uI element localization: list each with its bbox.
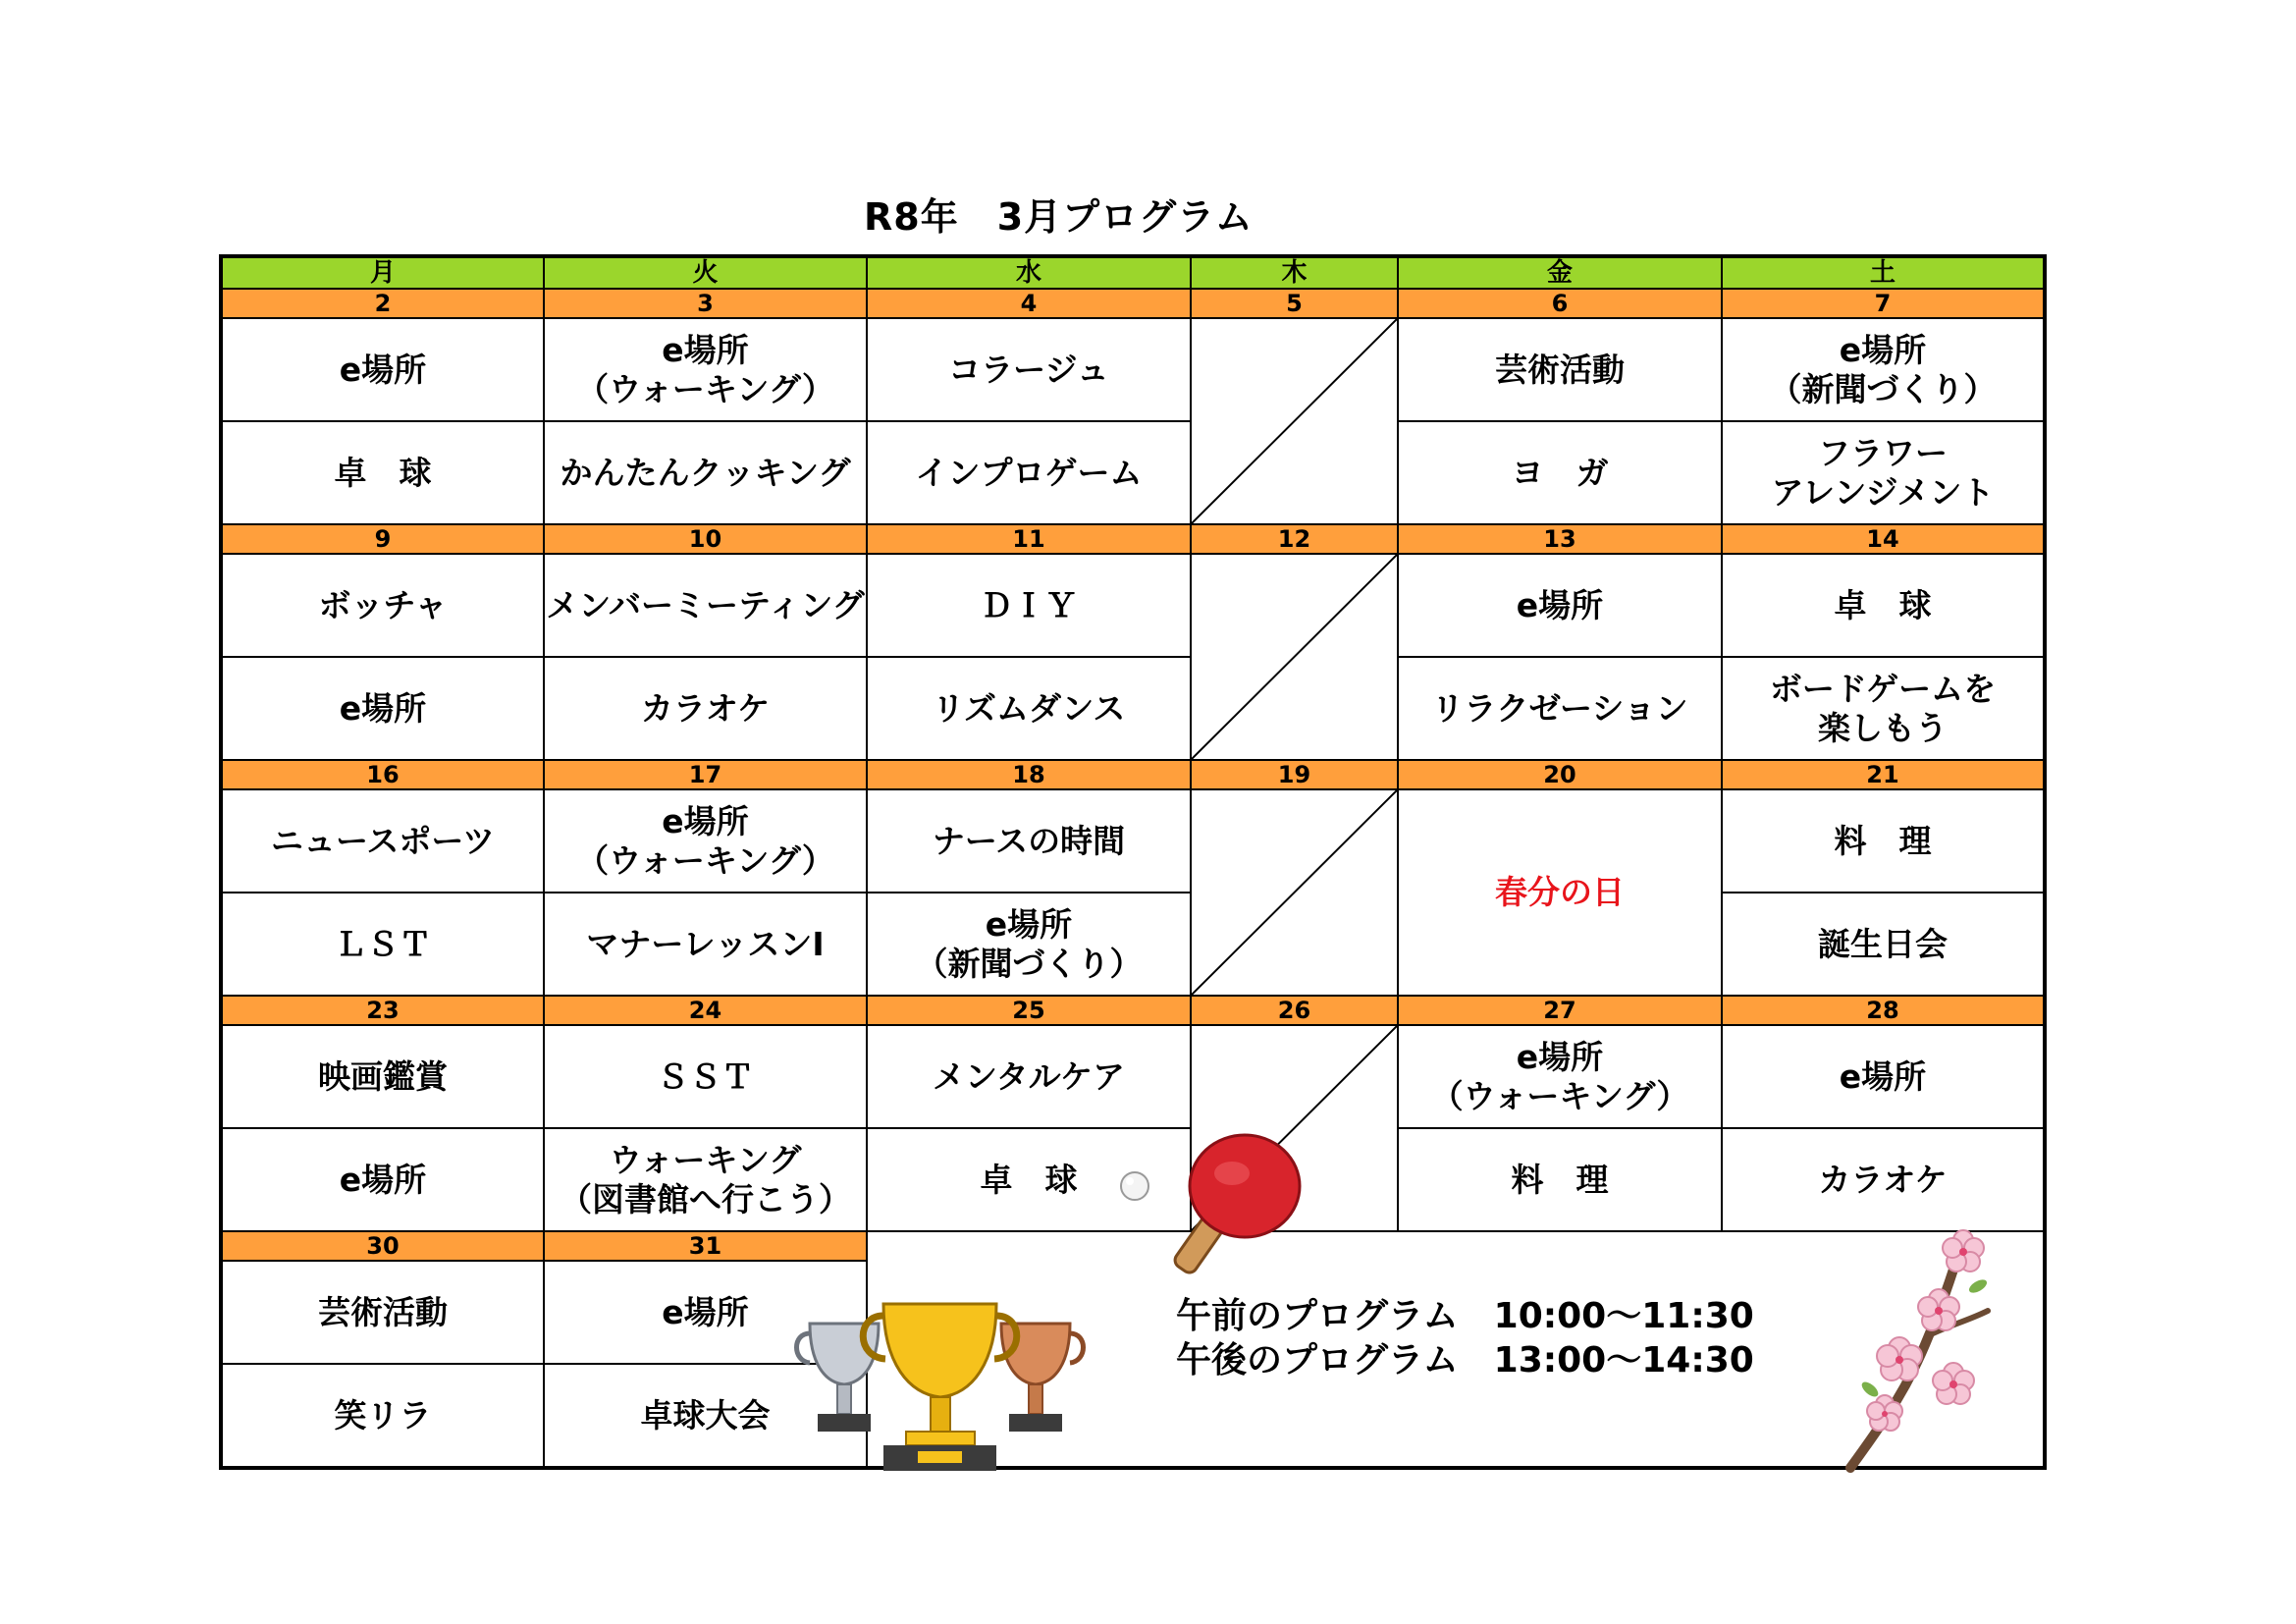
activity-cell: リズムダンス [867,657,1191,760]
holiday-cell: 春分の日 [1398,789,1722,996]
closed-day-cell [1191,318,1398,524]
activity-cell: ＳＳＴ [544,1025,867,1128]
date-cell: 26 [1191,996,1398,1025]
weekday-mon: 月 [221,256,544,289]
am-activity-row [221,789,2045,893]
date-cell: 19 [1191,760,1398,789]
activity-cell: e場所 （新聞づくり） [867,893,1191,996]
activity-cell: コラージュ [867,318,1191,421]
activity-cell: メンタルケア [867,1025,1191,1128]
date-cell: 6 [1398,289,1722,318]
am-activity-row [221,318,2045,421]
date-cell: 17 [544,760,867,789]
activity-cell: カラオケ [1722,1128,2045,1231]
date-row [221,289,2045,318]
activity-cell: カラオケ [544,657,867,760]
weekday-tue: 火 [544,256,867,289]
closed-day-cell [1191,554,1398,760]
activity-cell: フラワー アレンジメント [1722,421,2045,524]
activity-cell: ＬＳＴ [221,893,544,996]
date-cell: 7 [1722,289,2045,318]
trophies-icon [790,1294,1090,1479]
date-cell: 14 [1722,524,2045,554]
date-cell: 25 [867,996,1191,1025]
diagonal-line-icon [1192,319,1397,523]
weekday-header-row [221,256,2045,289]
date-cell: 11 [867,524,1191,554]
pm-activity-row [221,421,2045,524]
weekday-thu: 木 [1191,256,1398,289]
activity-cell: e場所 （ウォーキング） [1398,1025,1722,1128]
activity-cell: 芸術活動 [1398,318,1722,421]
activity-cell: e場所 [544,1261,867,1364]
weekday-sat: 土 [1722,256,2045,289]
date-cell: 30 [221,1231,544,1261]
activity-cell: ヨ ガ [1398,421,1722,524]
activity-cell: 卓 球 [221,421,544,524]
activity-cell: インプロゲーム [867,421,1191,524]
date-cell: 2 [221,289,544,318]
weekday-wed: 水 [867,256,1191,289]
ping-pong-paddle-icon [1139,1129,1310,1281]
page-title: R8年 3月プログラム [864,195,1254,239]
date-cell: 27 [1398,996,1722,1025]
pm-activity-row [221,893,2045,996]
am-activity-row [221,1025,2045,1128]
date-cell: 31 [544,1231,867,1261]
activity-cell: かんたんクッキング [544,421,867,524]
date-cell: 3 [544,289,867,318]
activity-cell: ニュースポーツ [221,789,544,893]
activity-cell: e場所 [221,657,544,760]
weekday-fri: 金 [1398,256,1722,289]
activity-cell: e場所 [221,318,544,421]
date-cell: 21 [1722,760,2045,789]
diagonal-line-icon [1192,790,1397,995]
pm-activity-row [221,657,2045,760]
activity-cell: ＤＩＹ [867,554,1191,657]
activity-cell: ウォーキング （図書館へ行こう） [544,1128,867,1231]
activity-cell: 誕生日会 [1722,893,2045,996]
program-calendar [219,254,2047,1470]
activity-cell: e場所 （ウォーキング） [544,318,867,421]
activity-cell: e場所 （ウォーキング） [544,789,867,893]
date-cell: 16 [221,760,544,789]
activity-cell: マナーレッスンⅠ [544,893,867,996]
date-cell: 4 [867,289,1191,318]
activity-cell: e場所 [221,1128,544,1231]
date-cell: 10 [544,524,867,554]
date-cell: 12 [1191,524,1398,554]
activity-cell: メンバーミーティング [544,554,867,657]
closed-day-cell [1191,789,1398,996]
am-activity-row [221,554,2045,657]
date-row [221,996,2045,1025]
date-cell: 18 [867,760,1191,789]
schedule-times [1176,1294,1754,1382]
date-row [221,760,2045,789]
pm-schedule-line: 午後のプログラム 13:00～14:30 [1176,1340,1754,1380]
activity-cell: 料 理 [1398,1128,1722,1231]
am-schedule-line: 午前のプログラム 10:00～11:30 [1176,1296,1754,1336]
activity-cell: 笑リラ [221,1364,544,1468]
activity-cell: 卓球大会 [544,1364,867,1468]
activity-cell: e場所 [1722,1025,2045,1128]
date-cell: 5 [1191,289,1398,318]
date-cell: 20 [1398,760,1722,789]
activity-cell: ボードゲームを 楽しもう [1722,657,2045,760]
activity-cell: 卓 球 [867,1128,1191,1231]
date-cell: 28 [1722,996,2045,1025]
date-row [221,524,2045,554]
date-cell: 23 [221,996,544,1025]
activity-cell: e場所 [1398,554,1722,657]
diagonal-line-icon [1192,555,1397,759]
activity-cell: 映画鑑賞 [221,1025,544,1128]
activity-cell: 料 理 [1722,789,2045,893]
activity-cell: e場所 （新聞づくり） [1722,318,2045,421]
activity-cell: ナースの時間 [867,789,1191,893]
activity-cell: 芸術活動 [221,1261,544,1364]
activity-cell: リラクゼーション [1398,657,1722,760]
date-row [221,1231,2045,1261]
activity-cell: ボッチャ [221,554,544,657]
date-cell: 9 [221,524,544,554]
cherry-blossom-icon [1831,1218,1998,1475]
date-cell: 13 [1398,524,1722,554]
date-cell: 24 [544,996,867,1025]
activity-cell: 卓 球 [1722,554,2045,657]
